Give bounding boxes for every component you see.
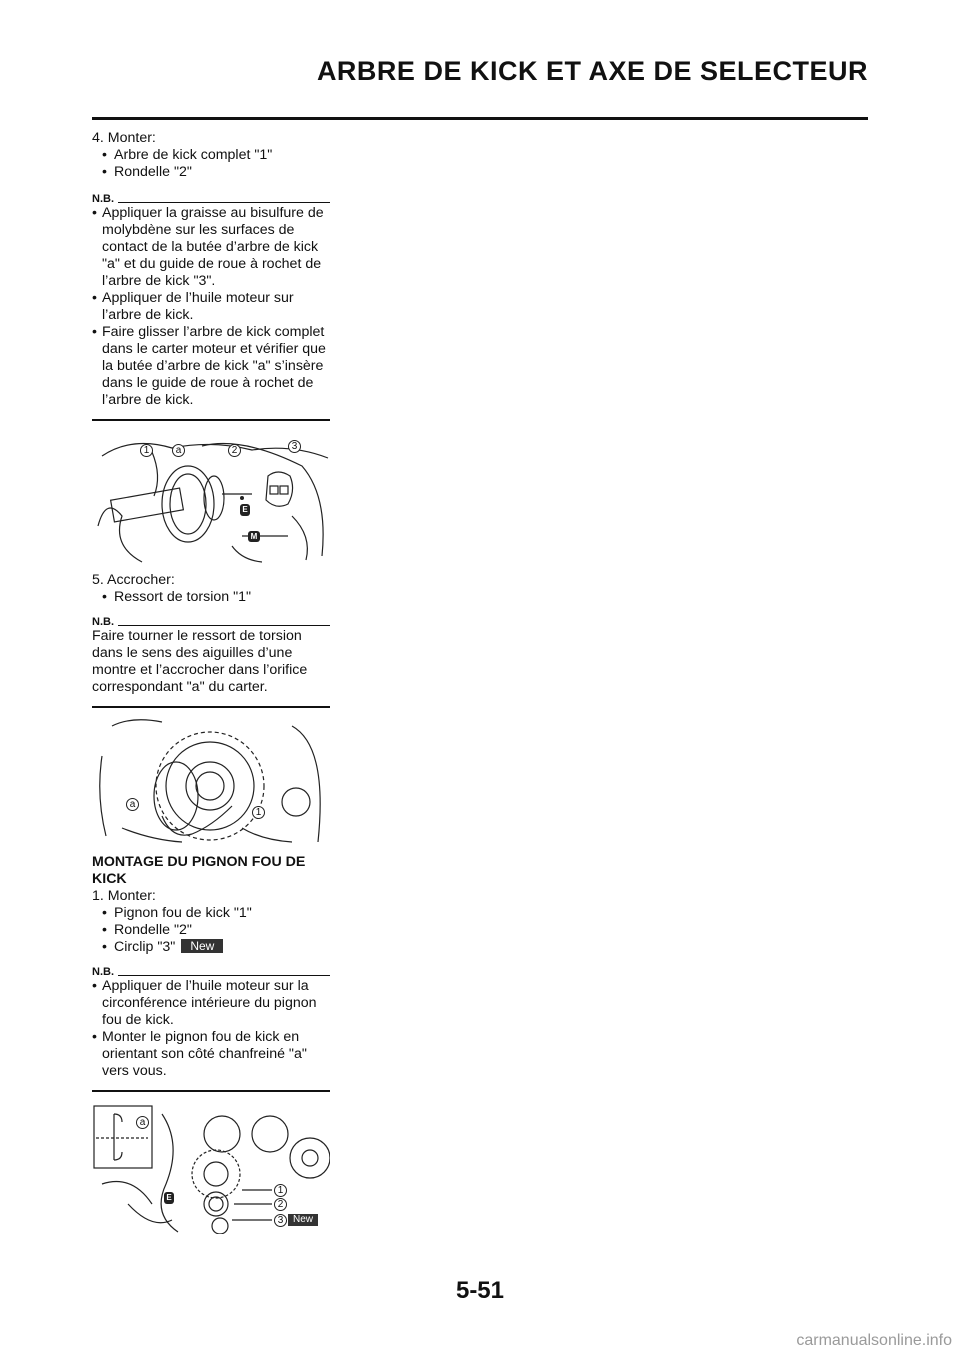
nb-heading: N.B.: [92, 966, 330, 978]
new-badge: New: [288, 1214, 318, 1226]
step-5-block: [92, 572, 330, 606]
step-4-block: [92, 130, 330, 181]
callout-3: 3: [274, 1214, 287, 1227]
new-badge: New: [181, 939, 223, 953]
list-item: • Pignon fou de kick "1": [92, 905, 330, 922]
list-item: • Rondelle "2": [92, 922, 330, 939]
nb-end-rule: [92, 1090, 330, 1092]
callout-a: a: [172, 444, 185, 457]
list-item: • Appliquer de l’huile moteur sur la circonférence intérieure du pignon fou de kick.: [92, 978, 330, 1029]
kick-shaft-illustration: [92, 436, 330, 564]
nb-heading: N.B.: [92, 616, 330, 628]
torsion-spring-illustration: [92, 716, 330, 844]
figure-torsion-spring: [92, 716, 330, 844]
step-4-list: [92, 147, 330, 181]
callout-a: a: [136, 1116, 149, 1129]
list-item: • Rondelle "2": [92, 164, 330, 181]
nb-end-rule: [92, 419, 330, 421]
figure-kick-shaft: [92, 436, 330, 564]
callout-1: 1: [274, 1184, 287, 1197]
nb-block-3: [92, 966, 330, 1092]
watermark: carmanualsonline.info: [796, 1332, 952, 1349]
nb-block-1: [92, 193, 330, 421]
nb-list: [92, 978, 330, 1080]
list-item: • Arbre de kick complet "1": [92, 147, 330, 164]
step-1-label: 1. Monter:: [92, 888, 156, 904]
engine-oil-icon: E: [240, 504, 250, 516]
header-rule: [92, 117, 868, 120]
list-item: • Monter le pignon fou de kick en orientant son côté chanfreiné "a" vers vous.: [92, 1029, 330, 1080]
molybdenum-grease-icon: M: [248, 531, 260, 542]
step-5-list: [92, 589, 330, 606]
callout-1: 1: [140, 444, 153, 457]
page-title: ARBRE DE KICK ET AXE DE SELECTEUR: [316, 56, 868, 86]
callout-a: a: [126, 798, 139, 811]
section-title: MONTAGE DU PIGNON FOU DE KICK: [92, 854, 306, 887]
nb-heading: N.B.: [92, 193, 330, 205]
callout-1: 1: [252, 806, 265, 819]
list-item: • Faire glisser l’arbre de kick complet dans le carter moteur et vérifier que la butée d’arbre de kick "a" s’insère dans le guide de roue à rochet de l’arbre de kick.: [92, 324, 330, 409]
figure-kick-idle-gear: [92, 1104, 330, 1234]
engine-oil-icon: E: [164, 1192, 174, 1204]
callout-2: 2: [228, 444, 241, 457]
nb-text: Faire tourner le ressort de torsion dans le sens des aiguilles d’une montre et l’accrocher dans l’orifice correspondant "a" du carter.: [92, 628, 308, 695]
step-4-label: 4. Monter:: [92, 130, 156, 146]
list-item: • Appliquer la graisse au bisulfure de molybdène sur les surfaces de contact de la butée d’arbre de kick "a" et du guide de roue à rochet de l’arbre de kick "3".: [92, 205, 330, 290]
list-item: • Ressort de torsion "1": [92, 589, 330, 606]
section-kick-idle-gear: [92, 854, 330, 956]
step-1-list: [92, 905, 330, 956]
step-5-label: 5. Accrocher:: [92, 572, 175, 588]
nb-end-rule: [92, 706, 330, 708]
callout-3: 3: [288, 440, 301, 453]
callout-2: 2: [274, 1198, 287, 1211]
nb-block-2: [92, 616, 330, 708]
list-item: • Appliquer de l’huile moteur sur l’arbre de kick.: [92, 290, 330, 324]
nb-list: [92, 205, 330, 409]
list-item: • Circlip "3" New: [92, 939, 330, 956]
page-number: 5-51: [455, 1277, 505, 1304]
